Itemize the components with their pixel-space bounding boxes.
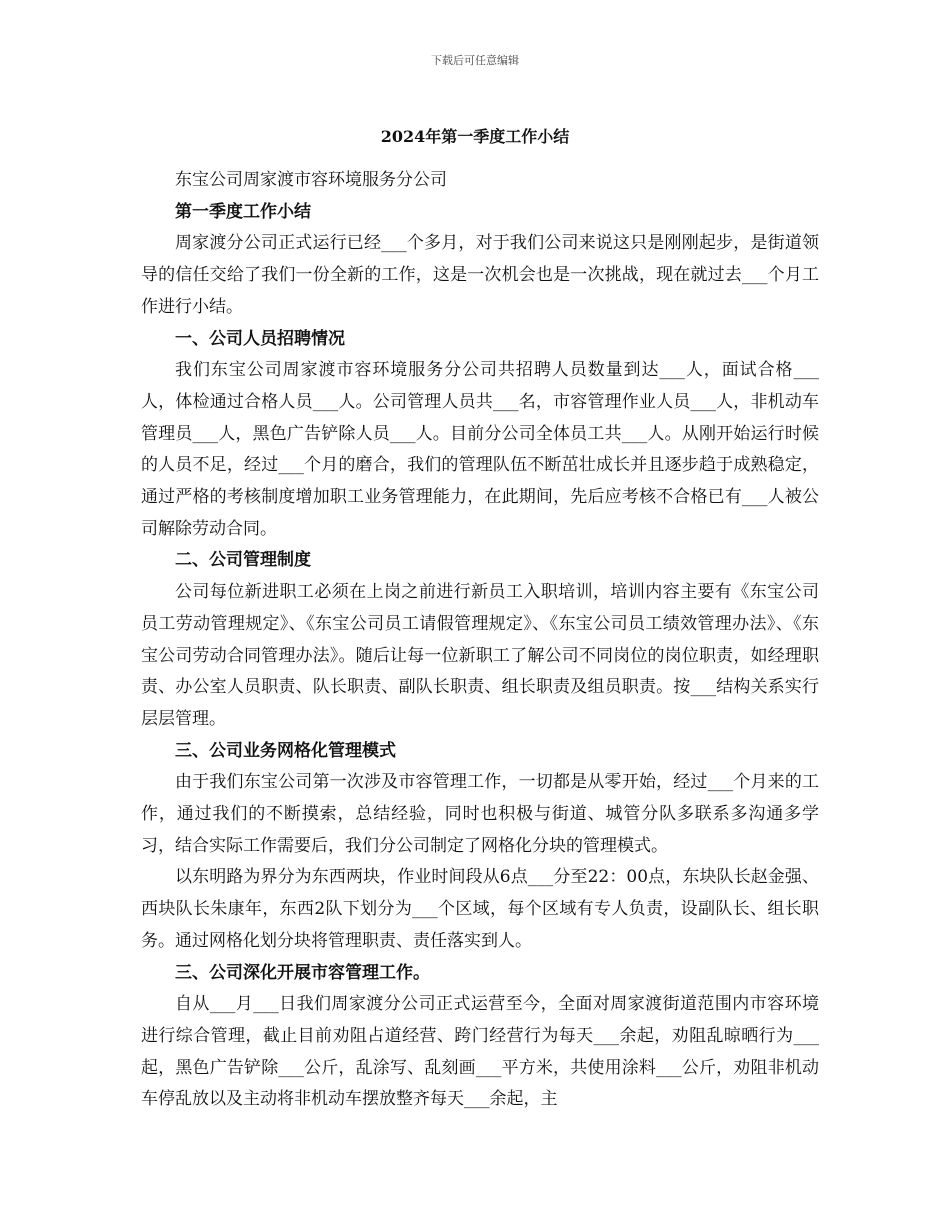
- paragraph-recruitment: 我们东宝公司周家渡市容环境服务分公司共招聘人员数量到达___人，面试合格___人，体检通过合格人员___人。公司管理人员共___名，市容管理作业人员___人，非机动车管理员___人，黑色广告铲除人员___人。目前分公司全体员工共___人。从刚开始运行时候的人员不足，经过___个月的磨合，我们的管理队伍不断茁壮成长并且逐步趋于成熟稳定，通过严格的考核制度增加职工业务管理能力，在此期间，先后应考核不合格已有___人被公司解除劳动合同。: [141, 360, 819, 539]
- section-heading-summary: 第一季度工作小结: [175, 201, 311, 222]
- paragraph-grid-management: 由于我们东宝公司第一次涉及市容管理工作，一切都是从零开始，经过___个月来的工作，通过我们的不断摸索，总结经验，同时也积极与街道、城管分队多联系多沟通多学习，结合实际工作需要后，我们分公司制定了网格化分块的管理模式。: [141, 772, 819, 856]
- section-heading-recruitment: 一、公司人员招聘情况: [175, 328, 345, 349]
- section-heading-city-appearance: 三、公司深化开展市容管理工作。: [175, 962, 430, 983]
- section-heading-management-system: 二、公司管理制度: [175, 550, 311, 571]
- document-title: 2024年第一季度工作小结: [380, 127, 570, 146]
- paragraph-grid-division: 以东明路为界分为东西两块，作业时间段从6点___分至22：00点，东块队长赵金强、西块队长朱康年，东西2队下划分为___个区域，每个区域有专人负责，设副队长、组长职务。通过网格化划分块将管理职责、责任落实到人。: [141, 867, 819, 951]
- section-heading-grid-management: 三、公司业务网格化管理模式: [175, 740, 396, 761]
- document-body: [141, 165, 819, 1116]
- paragraph-management-system: 公司每位新进职工必须在上岗之前进行新员工入职培训，培训内容主要有《东宝公司员工劳动管理规定》、《东宝公司员工请假管理规定》、《东宝公司员工绩效管理办法》、《东宝公司劳动合同管理办法》。随后让每一位新职工了解公司不同岗位的岗位职责，如经理职责、办公室人员职责、队长职责、副队长职责、组长职责及组员职责。按___结构关系实行层层管理。: [141, 582, 819, 729]
- company-name-line: 东宝公司周家渡市容环境服务分公司: [175, 170, 447, 190]
- paragraph-intro: 周家渡分公司正式运行已经___个多月，对于我们公司来说这只是刚刚起步，是街道领导的信任交给了我们一份全新的工作，这是一次机会也是一次挑战，现在就过去___个月工作进行小结。: [141, 233, 819, 317]
- paragraph-city-appearance: 自从___月___日我们周家渡分公司正式运营至今，全面对周家渡街道范围内市容环境进行综合管理，截止目前劝阻占道经营、跨门经营行为每天___余起，劝阻乱晾晒行为___起，黑色广告铲除___公斤，乱涂写、乱刻画___平方米，共使用涂料___公斤，劝阻非机动车停乱放以及主动将非机动车摆放整齐每天___余起，主: [141, 994, 819, 1110]
- page-header-note: 下载后可任意编辑: [431, 54, 519, 67]
